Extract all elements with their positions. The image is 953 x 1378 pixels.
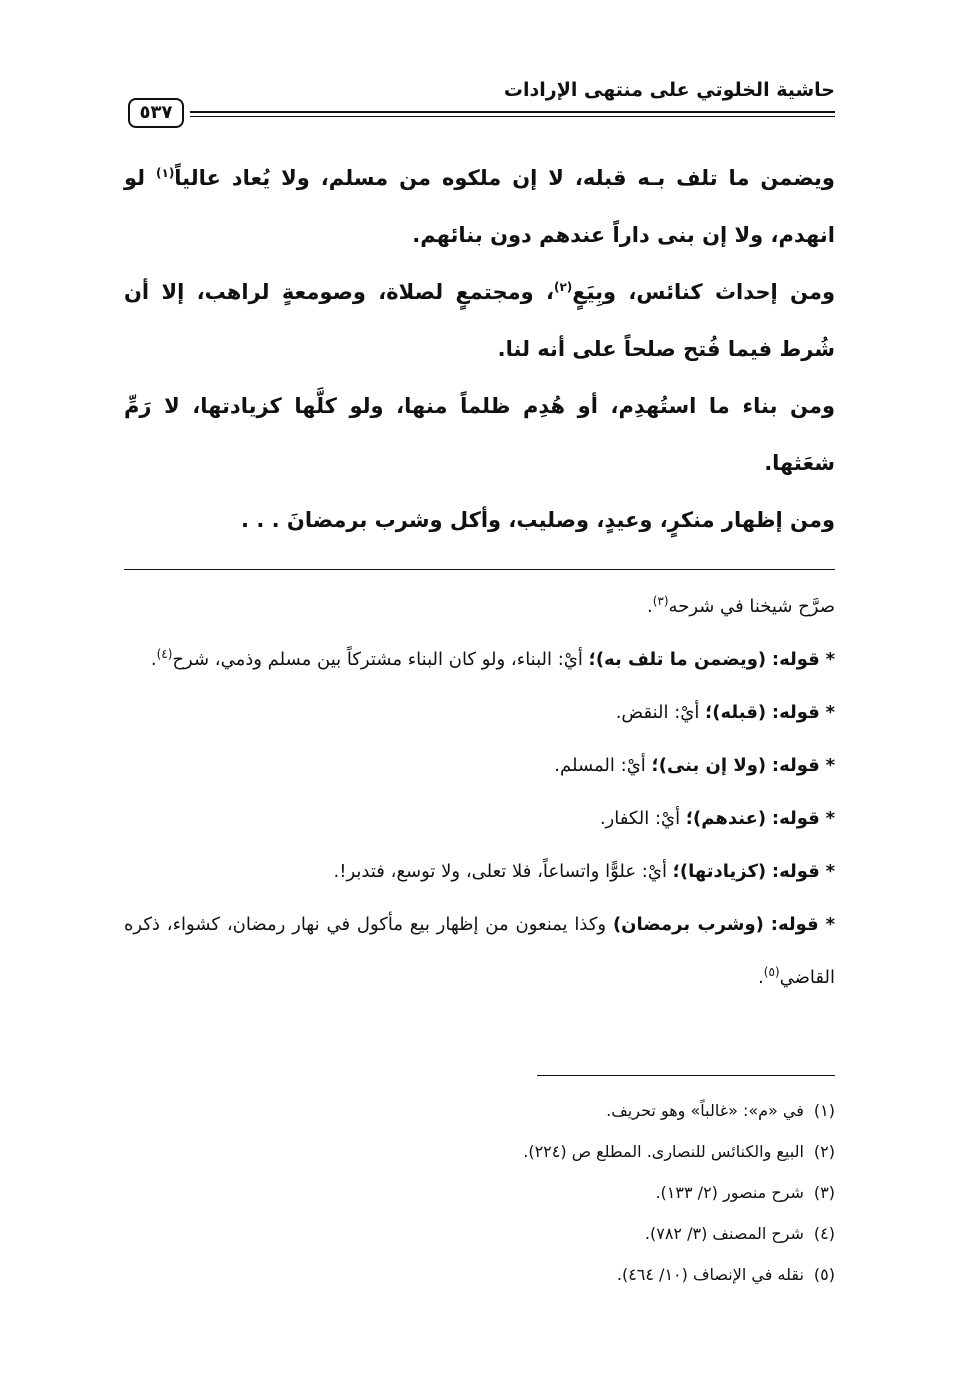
star-bullet-icon: * [825,755,835,776]
commentary-intro-text: صرَّح شيخنا في شرحه [668,596,835,617]
commentary-text-6: وكذا يمنعون من إظهار بيع مأكول في نهار رمضان، كشواء، ذكره القاضي [124,914,835,988]
qawluh-label: قوله: [771,702,820,723]
footnote-text: نقله في الإنصاف (١٠/ ٤٦٤). [616,1265,804,1284]
commentary-entry-2 [124,686,835,739]
qawluh-label: قوله: [771,861,820,882]
main-paragraph-4: ومن إظهار منكرٍ، وعيدٍ، وصليب، وأكل وشرب برمضانَ . . . [241,508,835,532]
footnote-number: (١) [813,1101,835,1120]
qawluh-label: قوله: [771,649,820,670]
commentary-entry-4 [124,792,835,845]
star-bullet-icon: * [825,702,835,723]
commentary-text-6-end: . [758,967,764,988]
commentary-text-1-end: . [150,649,157,670]
footnote-text: شرح منصور (٢/ ١٣٣). [655,1183,804,1202]
commentary-text-5: أيْ: علوًّا واتساعاً، فلا تعلى، ولا توسع، فتدبر!. [333,861,673,882]
main-paragraph-1-text: ويضمن ما تلف بـه قبله، لا إن ملكوه من مسلم، ولا يُعاد عالياً [174,166,835,190]
footnote-2 [124,1131,835,1172]
commentary-quote-3: (ولا إن بنى)؛ [651,755,767,776]
commentary-quote-2: (قبله)؛ [705,702,767,723]
main-text-block [124,150,835,549]
commentary-text-3: أيْ: المسلم. [554,755,652,776]
main-text-separator [124,569,835,570]
main-paragraph-3: ومن بناء ما استُهدِم، أو هُدِم ظلماً منها، ولو كلَّها كزيادتها، لا رَمِّ شعَثها. [124,394,835,475]
footnote-ref-2[interactable]: (٢) [553,280,573,294]
main-paragraph-2 [124,264,835,378]
commentary-quote-1: (ويضمن ما تلف به)؛ [588,649,767,670]
main-paragraph-2-text: ومن إحداث كنائس، وبِيَعٍ [572,280,835,304]
footnote-number: (٤) [813,1224,835,1243]
footnote-4 [124,1213,835,1254]
qawluh-label: قوله: [770,914,819,935]
main-paragraph-1-continuation: لو انهدم، ولا إن بنى داراً عندهم دون بنائهم. [124,166,835,247]
footnote-text: شرح المصنف (٣/ ٧٨٢). [644,1224,804,1243]
star-bullet-icon: * [825,914,835,935]
header-double-rule [190,111,835,117]
qawluh-label: قوله: [771,808,820,829]
footnote-separator [537,1075,835,1076]
footnote-number: (٣) [813,1183,835,1202]
commentary-intro [124,580,835,633]
footnote-ref-4[interactable]: (٤) [156,647,173,661]
footnote-text: البيع والكنائس للنصارى. المطلع ص (٢٢٤). [523,1142,804,1161]
commentary-entry-6 [124,898,835,1004]
main-paragraph-1 [124,150,835,264]
star-bullet-icon: * [825,808,835,829]
commentary-entry-5 [124,845,835,898]
footnote-text: في «م»: «غالباً» وهو تحريف. [606,1101,804,1120]
star-bullet-icon: * [825,649,835,670]
footnote-number: (٥) [813,1265,835,1284]
commentary-intro-end: . [646,596,653,617]
footnote-ref-5[interactable]: (٥) [763,965,780,979]
running-title: حاشية الخلوتي على منتهى الإرادات [503,79,835,101]
commentary-text-1: أيْ: البناء، ولو كان البناء مشتركاً بين مسلم وذمي، شرح [172,649,589,670]
commentary-block [124,580,835,1004]
page-number: ٥٣٧ [128,98,184,128]
commentary-text-4: أيْ: الكفار. [599,808,686,829]
commentary-entry-1 [124,633,835,686]
commentary-quote-4: (عندهم)؛ [685,808,767,829]
main-paragraph-2-continuation: ، ومجتمعٍ لصلاة، وصومعةٍ لراهب، إلا أن شُرط فيما فُتح صلحاً على أنه لنا. [124,280,835,361]
footnote-number: (٢) [813,1142,835,1161]
commentary-text-2: أيْ: النقض. [615,702,706,723]
footnote-ref-3[interactable]: (٣) [652,594,669,608]
footnote-1 [124,1090,835,1131]
commentary-quote-6: (وشرب برمضان) [612,914,764,935]
qawluh-label: قوله: [771,755,820,776]
footnote-ref-1[interactable]: (١) [156,166,175,180]
star-bullet-icon: * [825,861,835,882]
footnote-3 [124,1172,835,1213]
footnote-5 [124,1254,835,1295]
commentary-quote-5: (كزيادتها)؛ [672,861,767,882]
commentary-entry-3 [124,739,835,792]
footnotes-block [124,1090,835,1295]
